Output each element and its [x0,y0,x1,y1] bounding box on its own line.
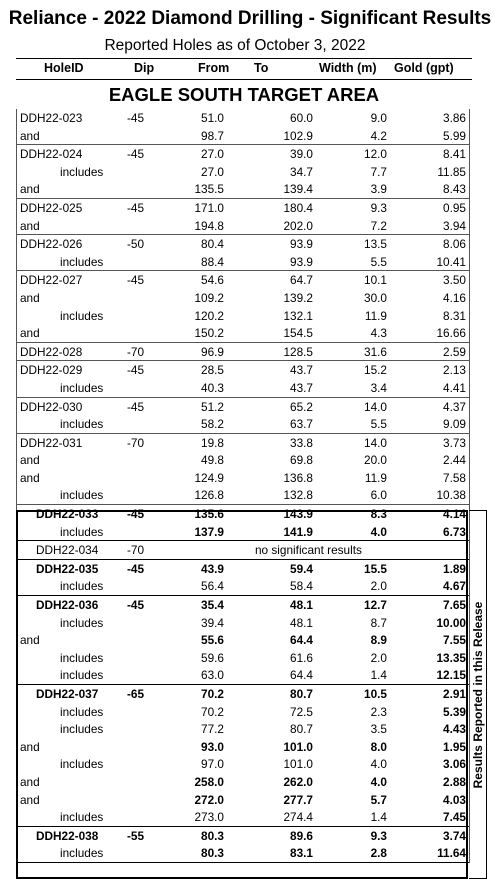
table-row [17,720,469,738]
gold-cell: 10.41 [436,254,466,269]
dip-cell: -45 [127,399,145,414]
from-cell: 80.3 [201,846,224,861]
width-cell: 1.4 [370,810,387,825]
hole-id-cell: and [20,633,40,648]
dip-cell: -70 [127,543,145,558]
from-cell: 98.7 [201,128,224,143]
hole-id-cell: includes [60,308,104,323]
from-cell: 49.8 [201,453,224,468]
hole-id-cell: includes [60,524,104,539]
width-cell: 2.8 [370,846,387,861]
hole-id-cell: includes [60,704,104,719]
from-cell: 93.0 [201,739,224,754]
table-row [17,649,469,667]
table-row [17,469,469,487]
hole-id-cell: includes [60,417,104,432]
hole-group [17,145,469,199]
hole-group [17,343,469,362]
hole-id-cell: includes [60,810,104,825]
width-cell: 3.4 [370,380,387,395]
table-row [17,738,469,756]
header-dip: Dip [134,61,155,75]
table-row [17,361,469,379]
width-cell: 9.3 [370,828,387,843]
table-row [17,253,469,271]
width-cell: 8.9 [370,633,387,648]
gold-cell: 10.38 [436,488,466,503]
hole-id-cell: DDH22-034 [36,543,99,558]
width-cell: 11.9 [364,470,387,485]
to-cell: 180.4 [283,200,313,215]
table-row [17,703,469,721]
from-cell: 97.0 [201,757,224,772]
dip-cell: -45 [127,147,145,162]
from-cell: 126.8 [194,488,224,503]
table-row [17,109,469,127]
from-cell: 56.4 [201,579,224,594]
gold-cell: 11.85 [437,164,466,179]
width-cell: 7.2 [370,218,387,233]
dip-cell: -45 [127,598,145,613]
hole-id-cell: includes [60,488,104,503]
width-cell: 14.0 [364,435,387,450]
table-row [17,541,469,559]
to-cell: 132.1 [283,308,313,323]
hole-group [17,109,469,145]
gold-cell: 7.45 [443,810,466,825]
table-row [17,523,469,541]
from-cell: 54.6 [201,273,224,288]
table-row [17,415,469,433]
hole-id-cell: DDH22-024 [20,147,83,162]
width-cell: 1.4 [370,668,387,683]
width-cell: 31.6 [364,344,387,359]
dip-cell: -45 [127,561,145,576]
dip-cell: -45 [127,200,145,215]
width-cell: 6.0 [370,488,387,503]
from-cell: 194.8 [194,218,224,233]
hole-group [17,541,469,560]
table-row [17,631,469,649]
gold-cell: 4.43 [443,722,466,737]
width-cell: 7.7 [370,164,387,179]
width-cell: 2.0 [370,579,387,594]
table-row [17,666,469,684]
gold-cell: 2.44 [443,453,466,468]
width-cell: 4.3 [370,326,387,341]
gold-cell: 8.06 [443,237,466,252]
hole-id-cell: includes [60,164,104,179]
hole-id-cell: DDH22-036 [36,598,99,613]
gold-cell: 4.41 [443,380,466,395]
width-cell: 13.5 [364,237,387,252]
from-cell: 39.4 [201,615,224,630]
gold-cell: 3.50 [443,273,466,288]
hole-id-cell: DDH22-033 [36,507,99,522]
from-cell: 43.9 [201,561,224,576]
width-cell: 11.9 [364,308,387,323]
gold-cell: 3.73 [443,435,466,450]
to-cell: 43.7 [290,380,313,395]
gold-cell: 6.73 [443,524,466,539]
header-gold: Gold (gpt) [394,61,454,75]
from-cell: 171.0 [194,200,224,215]
from-cell: 27.0 [201,164,224,179]
gold-cell: 2.88 [443,774,466,789]
column-header-row [16,58,472,80]
table-row [17,127,469,145]
to-cell: 154.5 [283,326,313,341]
table-row [17,199,469,217]
gold-cell: 1.95 [443,739,466,754]
gold-cell: 13.35 [436,650,466,665]
table-row [17,324,469,342]
hole-id-cell: includes [60,579,104,594]
gold-cell: 8.41 [443,147,466,162]
hole-id-cell: and [20,774,40,789]
to-cell: 83.1 [290,846,313,861]
to-cell: 43.7 [290,363,313,378]
to-cell: 48.1 [290,598,313,613]
to-cell: 64.7 [290,273,313,288]
to-cell: 143.9 [283,507,313,522]
gold-cell: 11.64 [437,846,466,861]
table-row [17,844,469,862]
to-cell: 61.6 [290,650,313,665]
gold-cell: 7.65 [443,598,466,613]
from-cell: 272.0 [194,792,224,807]
to-cell: 64.4 [290,668,313,683]
gold-cell: 1.89 [443,561,466,576]
to-cell: 60.0 [290,111,313,125]
table-row [17,685,469,703]
to-cell: 48.1 [290,615,313,630]
width-cell: 5.5 [370,254,387,269]
to-cell: 69.8 [290,453,313,468]
width-cell: 30.0 [364,290,387,305]
hole-group [17,685,469,827]
table-row [17,145,469,163]
from-cell: 120.2 [194,308,224,323]
hole-id-cell: includes [60,757,104,772]
gold-cell: 5.39 [443,704,466,719]
table-row [17,307,469,325]
dip-cell: -65 [127,687,145,701]
from-cell: 124.9 [194,470,224,485]
gold-cell: 2.91 [443,687,466,701]
width-cell: 15.5 [364,561,387,576]
to-cell: 34.7 [290,164,313,179]
hole-id-cell: DDH22-037 [36,687,99,701]
gold-cell: 4.67 [443,579,466,594]
table-row [17,773,469,791]
hole-id-cell: DDH22-030 [20,399,83,414]
dip-cell: -55 [127,828,145,843]
hole-id-cell: includes [60,615,104,630]
hole-id-cell: includes [60,380,104,395]
hole-group [17,505,469,541]
table-row [17,434,469,452]
to-cell: 139.2 [283,290,313,305]
from-cell: 40.3 [201,380,224,395]
gold-cell: 8.31 [443,308,466,323]
hole-id-cell: and [20,128,40,143]
table-row [17,451,469,469]
table-row [17,614,469,632]
gold-cell: 4.16 [443,290,466,305]
from-cell: 150.2 [194,326,224,341]
gold-cell: 4.03 [443,792,466,807]
width-cell: 8.7 [370,615,387,630]
gold-cell: 9.09 [443,417,466,432]
width-cell: 5.7 [370,792,387,807]
hole-id-cell: DDH22-035 [36,561,99,576]
results-table [16,109,470,863]
hole-id-cell: DDH22-026 [20,237,83,252]
table-row [17,398,469,416]
hole-id-cell: includes [60,722,104,737]
to-cell: 277.7 [283,792,313,807]
to-cell: 132.8 [283,488,313,503]
dip-cell: -45 [127,111,145,125]
width-cell: 2.0 [370,650,387,665]
from-cell: 70.2 [201,704,224,719]
release-label: Results Reported in this Release [471,601,485,788]
report-title: Reliance - 2022 Diamond Drilling - Significant Results [8,8,492,29]
table-row [17,827,469,845]
to-cell: 136.8 [283,470,313,485]
hole-id-cell: and [20,290,40,305]
to-cell: 141.9 [283,524,313,539]
hole-id-cell: and [20,470,40,485]
width-cell: 3.9 [370,182,387,197]
from-cell: 96.9 [201,344,224,359]
from-cell: 35.4 [201,598,224,613]
from-cell: 28.5 [201,363,224,378]
table-row [17,560,469,578]
gold-cell: 8.43 [443,182,466,197]
dip-cell: -50 [127,237,145,252]
table-row [17,505,469,523]
hole-id-cell: includes [60,668,104,683]
dip-cell: -45 [127,273,145,288]
width-cell: 10.5 [364,687,387,701]
to-cell: 39.0 [290,147,313,162]
from-cell: 88.4 [201,254,224,269]
to-cell: 33.8 [290,435,313,450]
table-row [17,577,469,595]
gold-cell: 5.99 [443,128,466,143]
table-row [17,235,469,253]
from-cell: 77.2 [201,722,224,737]
gold-cell: 10.00 [436,615,466,630]
gold-cell: 7.55 [443,633,466,648]
from-cell: 273.0 [194,810,224,825]
hole-id-cell: includes [60,650,104,665]
to-cell: 101.0 [283,739,313,754]
dip-cell: -45 [127,507,145,522]
hole-group [17,596,469,685]
from-cell: 63.0 [201,668,224,683]
hole-id-cell: and [20,326,40,341]
table-row [17,343,469,361]
width-cell: 9.0 [370,111,387,125]
table-row [17,596,469,614]
dip-cell: -70 [127,344,145,359]
hole-id-cell: DDH22-028 [20,344,83,359]
width-cell: 2.3 [370,704,387,719]
table-row [17,289,469,307]
gold-cell: 4.14 [443,507,466,522]
header-to: To [254,61,269,75]
gold-cell: 3.06 [443,757,466,772]
to-cell: 59.4 [290,561,313,576]
dip-cell: -45 [127,363,145,378]
width-cell: 14.0 [364,399,387,414]
from-cell: 258.0 [194,774,224,789]
to-cell: 93.9 [290,237,313,252]
hole-id-cell: and [20,218,40,233]
from-cell: 70.2 [201,687,224,701]
table-row [17,379,469,397]
to-cell: 262.0 [283,774,313,789]
to-cell: 101.0 [283,757,313,772]
gold-cell: 3.74 [443,828,466,843]
width-cell: 12.7 [364,598,387,613]
to-cell: 139.4 [283,182,313,197]
to-cell: 65.2 [290,399,313,414]
dip-cell: -70 [127,435,145,450]
hole-id-cell: DDH22-025 [20,200,83,215]
to-cell: 274.4 [283,810,313,825]
width-cell: 8.3 [370,507,387,522]
hole-group [17,398,469,434]
width-cell: 8.0 [370,739,387,754]
width-cell: 15.2 [364,363,387,378]
from-cell: 58.2 [201,417,224,432]
gold-cell: 2.13 [443,363,466,378]
to-cell: 63.7 [290,417,313,432]
hole-id-cell: DDH22-031 [20,435,83,450]
to-cell: 102.9 [283,128,313,143]
width-cell: 12.0 [364,147,387,162]
hole-id-cell: DDH22-023 [20,111,83,125]
from-cell: 51.2 [201,399,224,414]
gold-cell: 2.59 [443,344,466,359]
from-cell: 135.5 [194,182,224,197]
to-cell: 72.5 [290,704,313,719]
to-cell: 64.4 [290,633,313,648]
width-cell: 4.0 [370,524,387,539]
gold-cell: 16.66 [436,326,466,341]
hole-group [17,199,469,235]
hole-id-cell: and [20,792,40,807]
gold-cell: 12.15 [436,668,466,683]
hole-id-cell: and [20,739,40,754]
from-cell: 51.0 [201,111,224,125]
width-cell: 20.0 [364,453,387,468]
from-cell: 19.8 [201,435,224,450]
hole-id-cell: includes [60,846,104,861]
no-results-note: no significant results [255,543,362,558]
gold-cell: 4.37 [443,399,466,414]
to-cell: 80.7 [290,687,313,701]
table-row [17,755,469,773]
table-row [17,271,469,289]
table-row [17,808,469,826]
hole-id-cell: and [20,182,40,197]
hole-group [17,235,469,271]
hole-id-cell: DDH22-027 [20,273,83,288]
hole-id-cell: includes [60,254,104,269]
area-title: EAGLE SOUTH TARGET AREA [108,84,380,105]
hole-id-cell: DDH22-038 [36,828,99,843]
header-hole-id: HoleID [44,61,84,75]
gold-cell: 3.94 [443,218,466,233]
from-cell: 80.3 [201,828,224,843]
width-cell: 9.3 [370,200,387,215]
width-cell: 4.0 [370,774,387,789]
hole-group [17,827,469,863]
table-row [17,791,469,809]
header-from: From [198,61,230,75]
hole-group [17,271,469,342]
to-cell: 202.0 [283,218,313,233]
from-cell: 109.2 [194,290,224,305]
to-cell: 128.5 [283,344,313,359]
table-row [17,486,469,504]
release-label-container [469,510,487,879]
width-cell: 4.2 [370,128,387,143]
gold-cell: 0.95 [443,200,466,215]
hole-id-cell: and [20,453,40,468]
to-cell: 58.4 [290,579,313,594]
from-cell: 59.6 [201,650,224,665]
from-cell: 80.4 [201,237,224,252]
gold-cell: 7.58 [443,470,466,485]
from-cell: 137.9 [194,524,224,539]
table-row [17,180,469,198]
from-cell: 27.0 [201,147,224,162]
hole-id-cell: DDH22-029 [20,363,83,378]
from-cell: 135.6 [194,507,224,522]
header-width: Width (m) [319,61,377,75]
from-cell: 55.6 [201,633,224,648]
to-cell: 93.9 [290,254,313,269]
width-cell: 5.5 [370,417,387,432]
table-row [17,163,469,181]
report-subtitle: Reported Holes as of October 3, 2022 [104,37,366,54]
hole-group [17,361,469,397]
table-row [17,217,469,235]
width-cell: 4.0 [370,757,387,772]
gold-cell: 3.86 [443,111,466,125]
hole-group [17,560,469,596]
hole-group [17,434,469,505]
to-cell: 80.7 [290,722,313,737]
to-cell: 89.6 [290,828,313,843]
width-cell: 3.5 [370,722,387,737]
width-cell: 10.1 [364,273,387,288]
